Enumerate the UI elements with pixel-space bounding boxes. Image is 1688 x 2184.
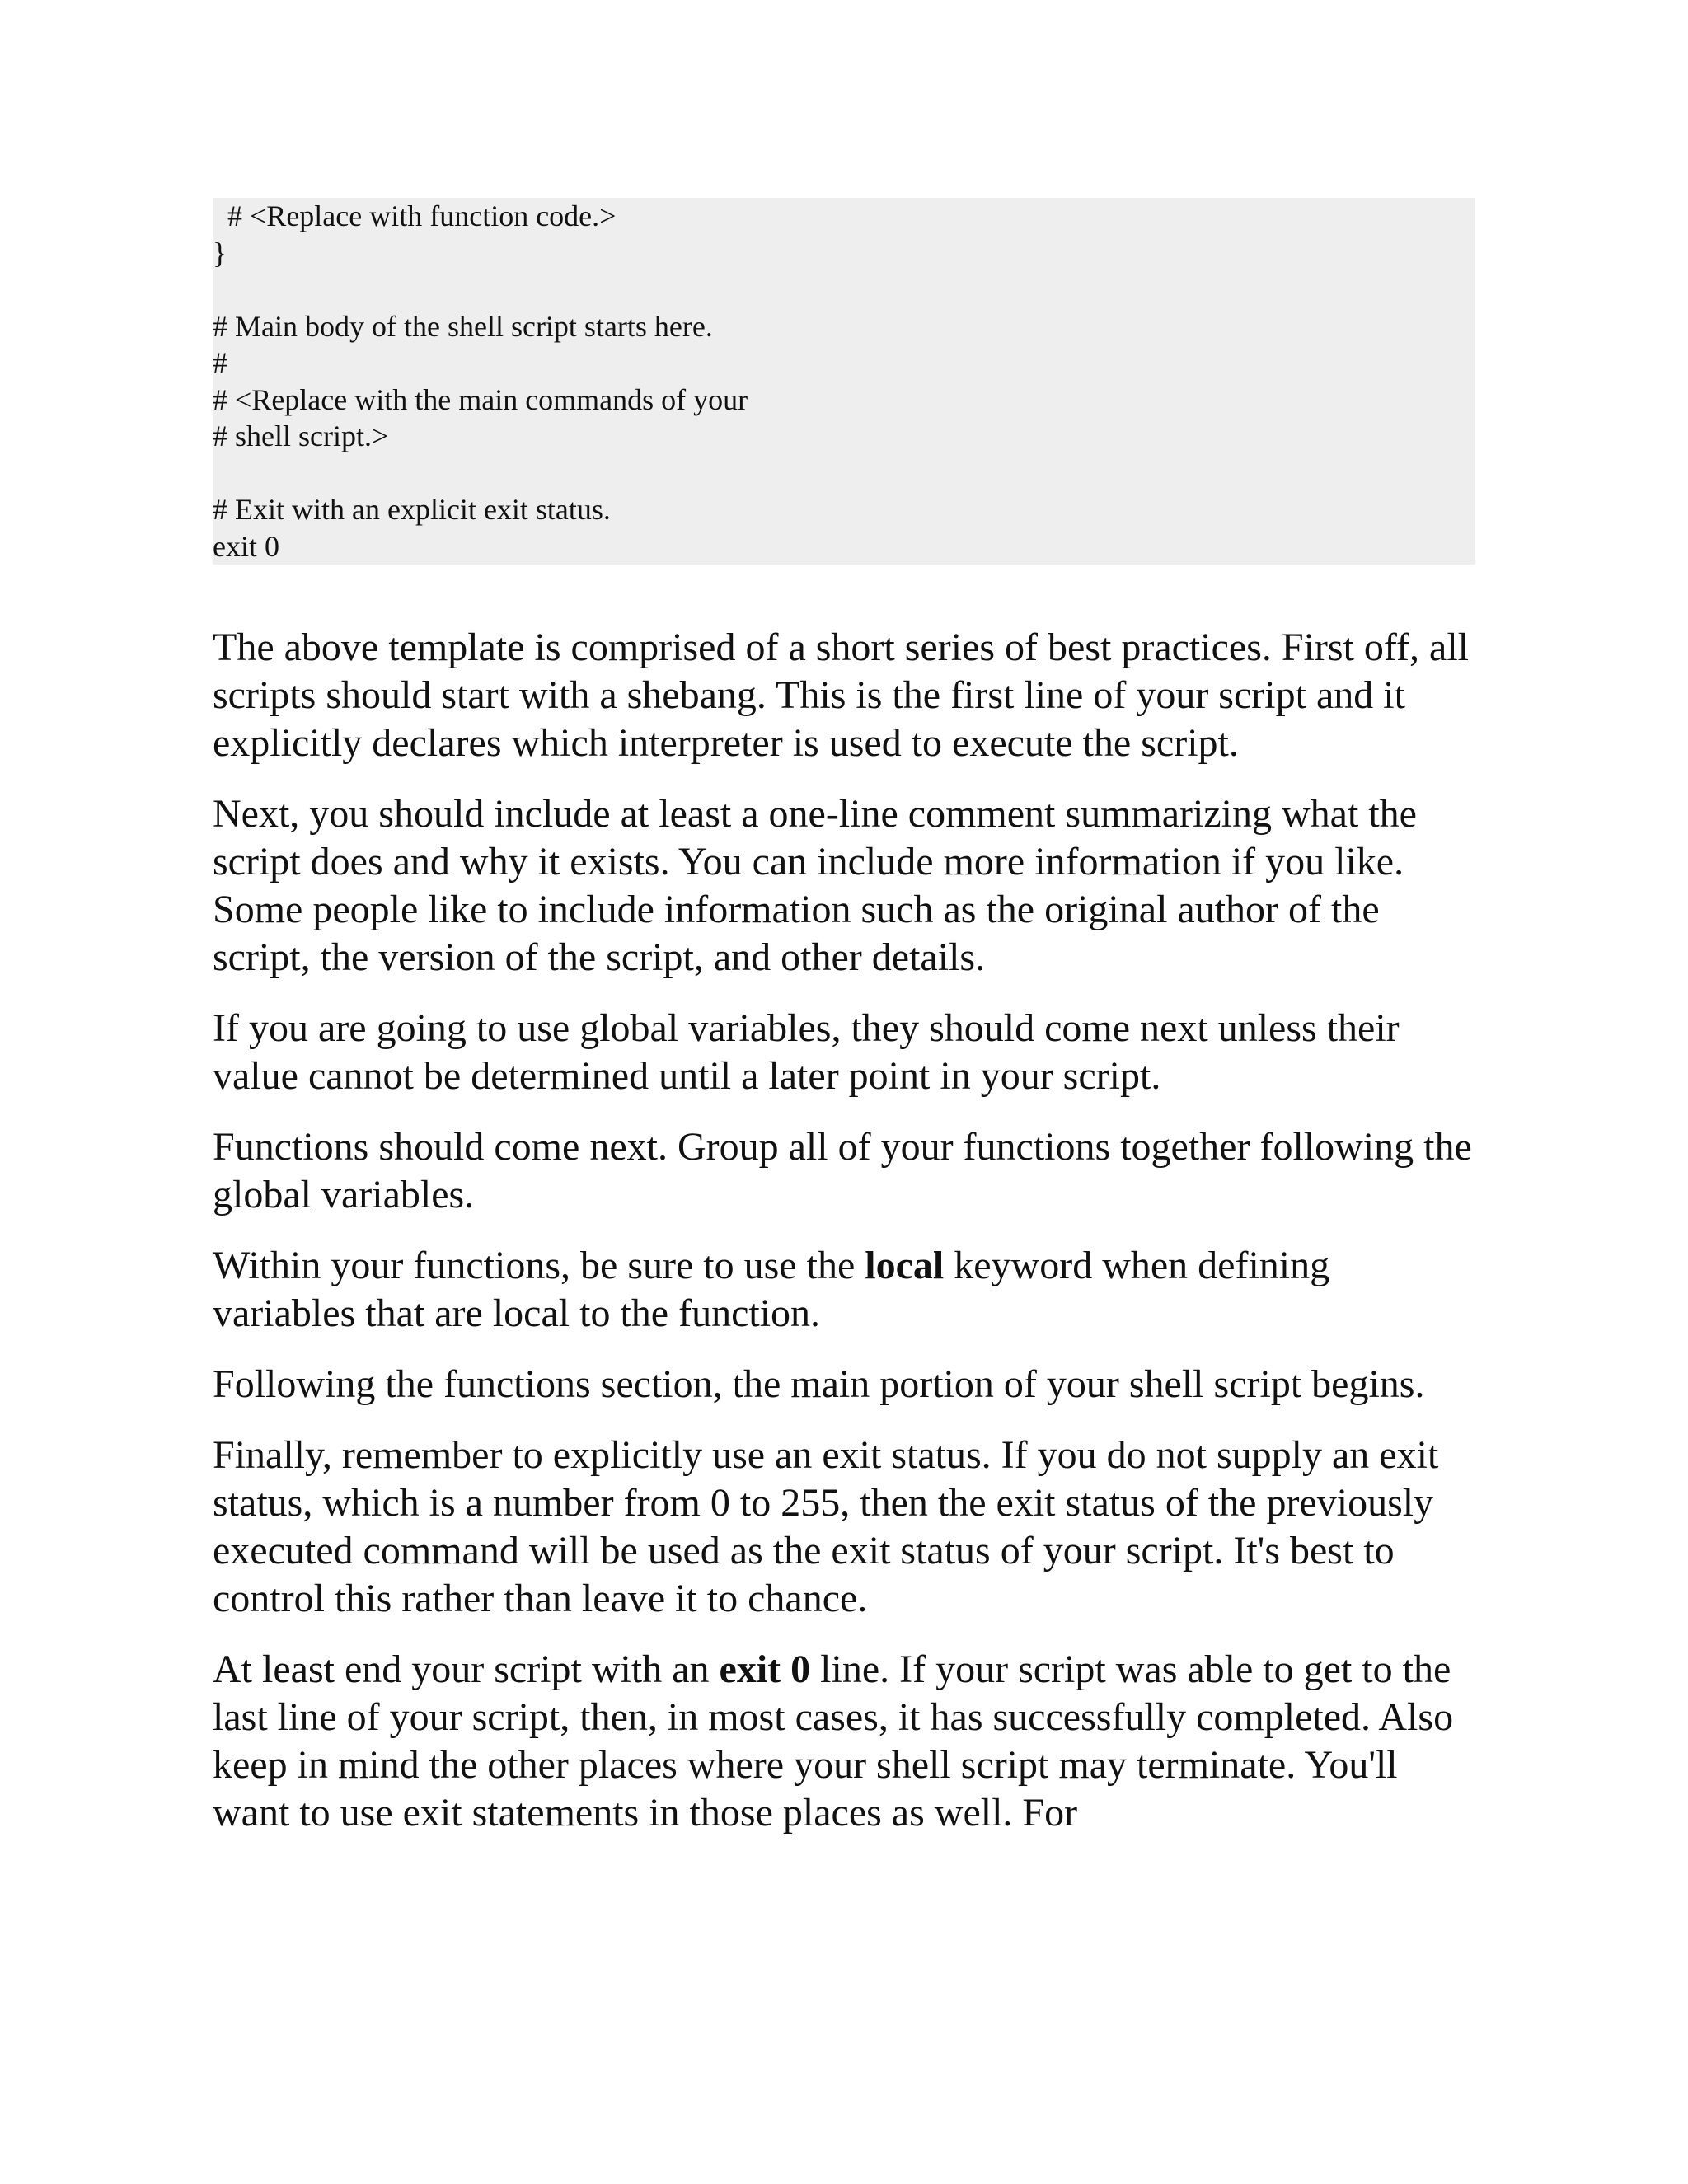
code-line: # Main body of the shell script starts here. [213,309,713,343]
paragraph-text: Within your functions, be sure to use the [213,1244,865,1287]
code-line: # <Replace with function code.> [213,199,617,232]
code-line: } [213,236,227,269]
body-text [213,624,1475,1837]
paragraph-functions: Functions should come next. Group all of your functions together following the global variables. [213,1125,1472,1216]
code-line: # [213,346,227,379]
paragraph-main-portion: Following the functions section, the main portion of your shell script begins. [213,1362,1425,1406]
paragraph-global-variables: If you are going to use global variables, they should come next unless their value cannot be determined until a later point in your script. [213,1006,1400,1098]
document-page [213,198,1475,1860]
paragraph-template-overview: The above template is comprised of a short series of best practices. First off, all scripts should start with a shebang. This is the first line of your script and it explicitly declares which interpreter is used to execute the script. [213,626,1469,765]
code-block [213,198,1475,565]
code-line [213,455,1475,492]
paragraph-exit-status: Finally, remember to explicitly use an exit status. If you do not supply an exit status, which is a number from 0 to 255, then the exit status of the previously executed command will be used as the exit status of your script. It's best to control this rather than leave it to chance. [213,1433,1439,1620]
paragraph-text: keyword when defining variables that are local to the function. [213,1244,1330,1335]
paragraph-text: At least end your script with an [213,1647,720,1691]
code-line: # Exit with an explicit exit status. [213,493,611,526]
code-line: # shell script.> [213,419,389,452]
code-line [213,271,1475,308]
code-line: exit 0 [213,529,279,563]
code-line: # <Replace with the main commands of your [213,382,748,416]
paragraph-local-keyword [213,1242,1475,1338]
paragraph-exit-zero [213,1646,1475,1837]
paragraph-text: line. If your script was able to get to the last line of your script, then, in most cases, it has successfully completed. Also keep in mind the other places where your shell script may terminate. You'll want to use exit statements in those places as well. For [213,1647,1454,1835]
keyword-exit-0: exit 0 [719,1647,811,1691]
paragraph-summary-comment: Next, you should include at least a one-line comment summarizing what the script does and why it exists. You can include more information if you like. Some people like to include information such as the original author of the script, the version of the script, and other details. [213,792,1417,979]
keyword-local: local [865,1244,945,1287]
